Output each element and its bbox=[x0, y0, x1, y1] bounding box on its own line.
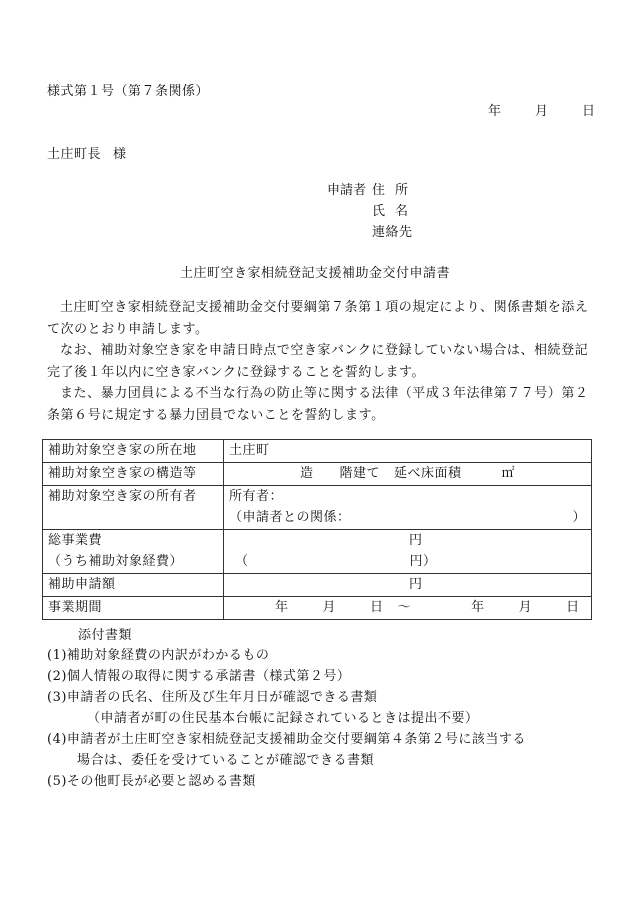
application-date bbox=[488, 100, 595, 119]
period-end-year: 年 bbox=[471, 600, 485, 615]
list-item-note: （申請者が町の住民基本台帳に記録されているときは提出不要） bbox=[87, 711, 479, 726]
owner-name-label: 所有者： bbox=[229, 489, 284, 504]
total-cost-yen: 円 bbox=[409, 533, 423, 548]
applicant-name-label: 氏名 bbox=[372, 204, 419, 219]
period-start-day: 日 bbox=[370, 600, 384, 615]
attachments-title: 添付書類 bbox=[78, 628, 133, 643]
applicant-contact-label: 連絡先 bbox=[372, 225, 413, 240]
addressee-honorific: 様 bbox=[113, 147, 127, 162]
total-cost-label-line: 総事業費 bbox=[48, 533, 103, 548]
table-row bbox=[43, 486, 592, 530]
statement-paragraph: なお、補助対象空き家を申請日時点で空き家バンクに登録していない場合は、相続登記完了後１年以内に空き家バンクに登録することを誓約します。 bbox=[47, 343, 589, 380]
construction-type-label: 造 bbox=[299, 466, 314, 481]
applicant-block bbox=[327, 180, 418, 243]
applicant-label: 申請者 bbox=[327, 183, 367, 198]
period-end-month: 月 bbox=[518, 600, 533, 615]
list-item-continuation: 場合は、委任を受けていることが確認できる書類 bbox=[77, 753, 375, 768]
application-details-table bbox=[42, 439, 592, 620]
total-cost-value[interactable] bbox=[224, 530, 592, 574]
owner-value[interactable] bbox=[224, 486, 592, 530]
addressee bbox=[47, 143, 127, 162]
owner-relation-close: ） bbox=[572, 510, 586, 525]
date-day-label: 日 bbox=[582, 104, 596, 119]
eligible-cost-label-line: （うち補助対象経費） bbox=[48, 554, 184, 569]
location-label: 補助対象空き家の所在地 bbox=[43, 440, 224, 463]
eligible-cost-paren-open: （ bbox=[235, 554, 249, 569]
location-value[interactable]: 土庄町 bbox=[224, 440, 592, 463]
list-item: (2)個人情報の取得に関する承諾書（様式第２号） bbox=[47, 669, 351, 684]
addressee-name: 土庄町長 bbox=[47, 147, 102, 162]
total-cost-label bbox=[43, 530, 224, 574]
floor-area-label: 延べ床面積 bbox=[394, 466, 462, 481]
table-row bbox=[43, 574, 592, 597]
floors-label: 階建て bbox=[339, 466, 380, 481]
form-number: 様式第１号（第７条関係） bbox=[47, 84, 210, 99]
table-row bbox=[43, 440, 592, 463]
owner-relation-label: （申請者との関係： bbox=[229, 510, 351, 525]
list-item: (4)申請者が土庄町空き家相続登記支援補助金交付要綱第４条第２号に該当する bbox=[47, 732, 526, 747]
period-start-month: 月 bbox=[322, 600, 337, 615]
attachments-list bbox=[47, 645, 526, 792]
subsidy-yen: 円 bbox=[409, 577, 423, 592]
project-period-label: 事業期間 bbox=[43, 597, 224, 620]
eligible-cost-yen: 円） bbox=[409, 554, 437, 569]
period-end-day: 日 bbox=[566, 600, 580, 615]
list-item: (1)補助対象経費の内訳がわかるもの bbox=[47, 648, 270, 663]
subsidy-amount-value[interactable] bbox=[224, 574, 592, 597]
list-item: (3)申請者の氏名、住所及び生年月日が確認できる書類 bbox=[47, 690, 378, 705]
subsidy-amount-label: 補助申請額 bbox=[43, 574, 224, 597]
list-item: (5)その他町長が必要と認める書類 bbox=[47, 774, 256, 789]
area-unit-label: ㎡ bbox=[501, 466, 516, 481]
table-row bbox=[43, 597, 592, 620]
period-tilde: ～ bbox=[397, 600, 412, 615]
owner-label: 補助対象空き家の所有者 bbox=[43, 486, 224, 530]
structure-label: 補助対象空き家の構造等 bbox=[43, 463, 224, 486]
statement-paragraph: また、暴力団員による不当な行為の防止等に関する法律（平成３年法律第７７号）第２条第６号に規定する暴力団員でないことを誓約します。 bbox=[47, 386, 589, 423]
period-start-year: 年 bbox=[275, 600, 289, 615]
application-statement bbox=[47, 297, 592, 426]
project-period-value[interactable] bbox=[224, 597, 592, 620]
structure-value[interactable] bbox=[224, 463, 592, 486]
table-row bbox=[43, 530, 592, 574]
date-month-label: 月 bbox=[535, 104, 549, 119]
document-title: 土庄町空き家相続登記支援補助金交付申請書 bbox=[179, 266, 450, 281]
table-row bbox=[43, 463, 592, 486]
applicant-address-label: 住所 bbox=[372, 183, 419, 198]
statement-paragraph: 土庄町空き家相続登記支援補助金交付要綱第７条第１項の規定により、関係書類を添えて次のとおり申請します。 bbox=[47, 300, 589, 337]
date-year-label: 年 bbox=[488, 104, 502, 119]
